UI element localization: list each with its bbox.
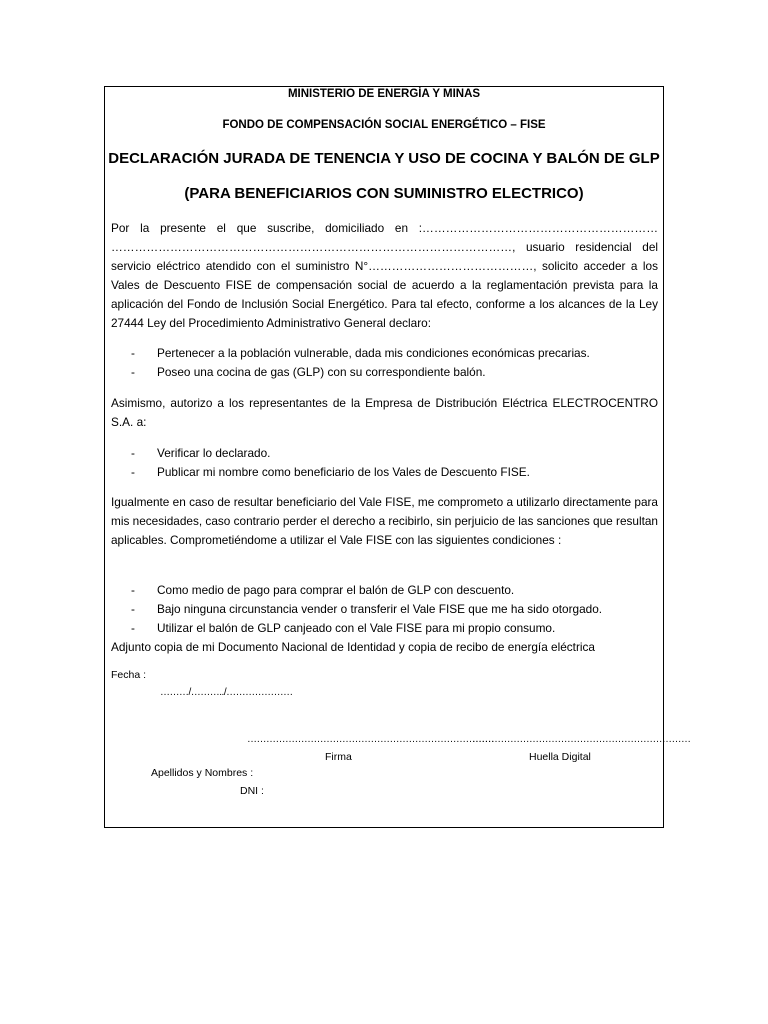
fingerprint-line: …………………………………………………………… — [472, 734, 691, 745]
date-blank: ………/………../………………… — [160, 687, 293, 698]
list-item-text: Pertenecer a la población vulnerable, dada mis condiciones económicas precarias. — [157, 346, 590, 360]
bullet-dash: - — [131, 346, 135, 360]
bullet-dash: - — [131, 583, 135, 597]
bullet-dash: - — [131, 365, 135, 379]
attachment-note: Adjunto copia de mi Documento Nacional de Identidad y copia de recibo de energía eléctrica — [111, 640, 595, 654]
list-item-text: Poseo una cocina de gas (GLP) con su correspondiente balón. — [157, 365, 486, 379]
paragraph3: Igualmente en caso de resultar beneficiario del Vale FISE, me comprometo a utilizarlo directamente para mis necesidades, caso contrario perder el derecho a recibirlo, sin perjuicio de las sanciones que resultan aplicables. Comprometiéndome a utilizar el Vale FISE con las siguientes condiciones : — [111, 495, 658, 547]
list-item-text: Verificar lo declarado. — [157, 446, 271, 460]
bullet-dash: - — [131, 446, 135, 460]
paragraph2: Asimismo, autorizo a los representantes de la Empresa de Distribución Eléctrica ELECTROCENTRO S.A. a: — [111, 396, 658, 429]
list-item-text: Utilizar el balón de GLP canjeado con el Vale FISE para mi propio consumo. — [157, 621, 556, 635]
fund-heading: FONDO DE COMPENSACIÓN SOCIAL ENERGÉTICO – FISE — [222, 119, 546, 131]
declaration-form — [104, 86, 691, 828]
signature-line: …………………………………………………………………… — [247, 734, 494, 745]
fingerprint-label: Huella Digital — [529, 751, 591, 763]
list-item-text: Bajo ninguna circunstancia vender o transferir el Vale FISE que me ha sido otorgado. — [157, 602, 603, 616]
ministry-heading: MINISTERIO DE ENERGÍA Y MINAS — [287, 88, 481, 100]
paragraph1-body: servicio eléctrico atendido con el suministro N°……………………………………, solicito acceder a los Vales de Descuento FISE de compensación social de acuerdo a la reglamentación prevista para la aplicación del Fondo de Inclusión Social Energético. Para tal efecto, conforme a los alcances de la Ley 27444 Ley del Procedimiento Administrativo General declaro: — [111, 259, 658, 330]
date-label: Fecha : — [111, 669, 147, 681]
dni-label: DNI : — [240, 785, 264, 797]
paragraph1-line1: Por la presente el que suscribe, domiciliado en :…………………………………………………… — [111, 221, 658, 235]
paragraph1-line2: …………………………………………………………………………………………, usuario residencial del — [111, 240, 658, 254]
list-item-text: Publicar mi nombre como beneficiario de los Vales de Descuento FISE. — [157, 465, 530, 479]
document-title: DECLARACIÓN JURADA DE TENENCIA Y USO DE COCINA Y BALÓN DE GLP — [108, 150, 660, 167]
bullet-dash: - — [131, 602, 135, 616]
bullet-dash: - — [131, 621, 135, 635]
bullet-dash: - — [131, 465, 135, 479]
list-item-text: Como medio de pago para comprar el balón de GLP con descuento. — [157, 583, 515, 597]
names-label: Apellidos y Nombres : — [151, 767, 254, 779]
document-subtitle: (PARA BENEFICIARIOS CON SUMINISTRO ELECTRICO) — [184, 185, 584, 202]
signature-label: Firma — [325, 751, 352, 763]
